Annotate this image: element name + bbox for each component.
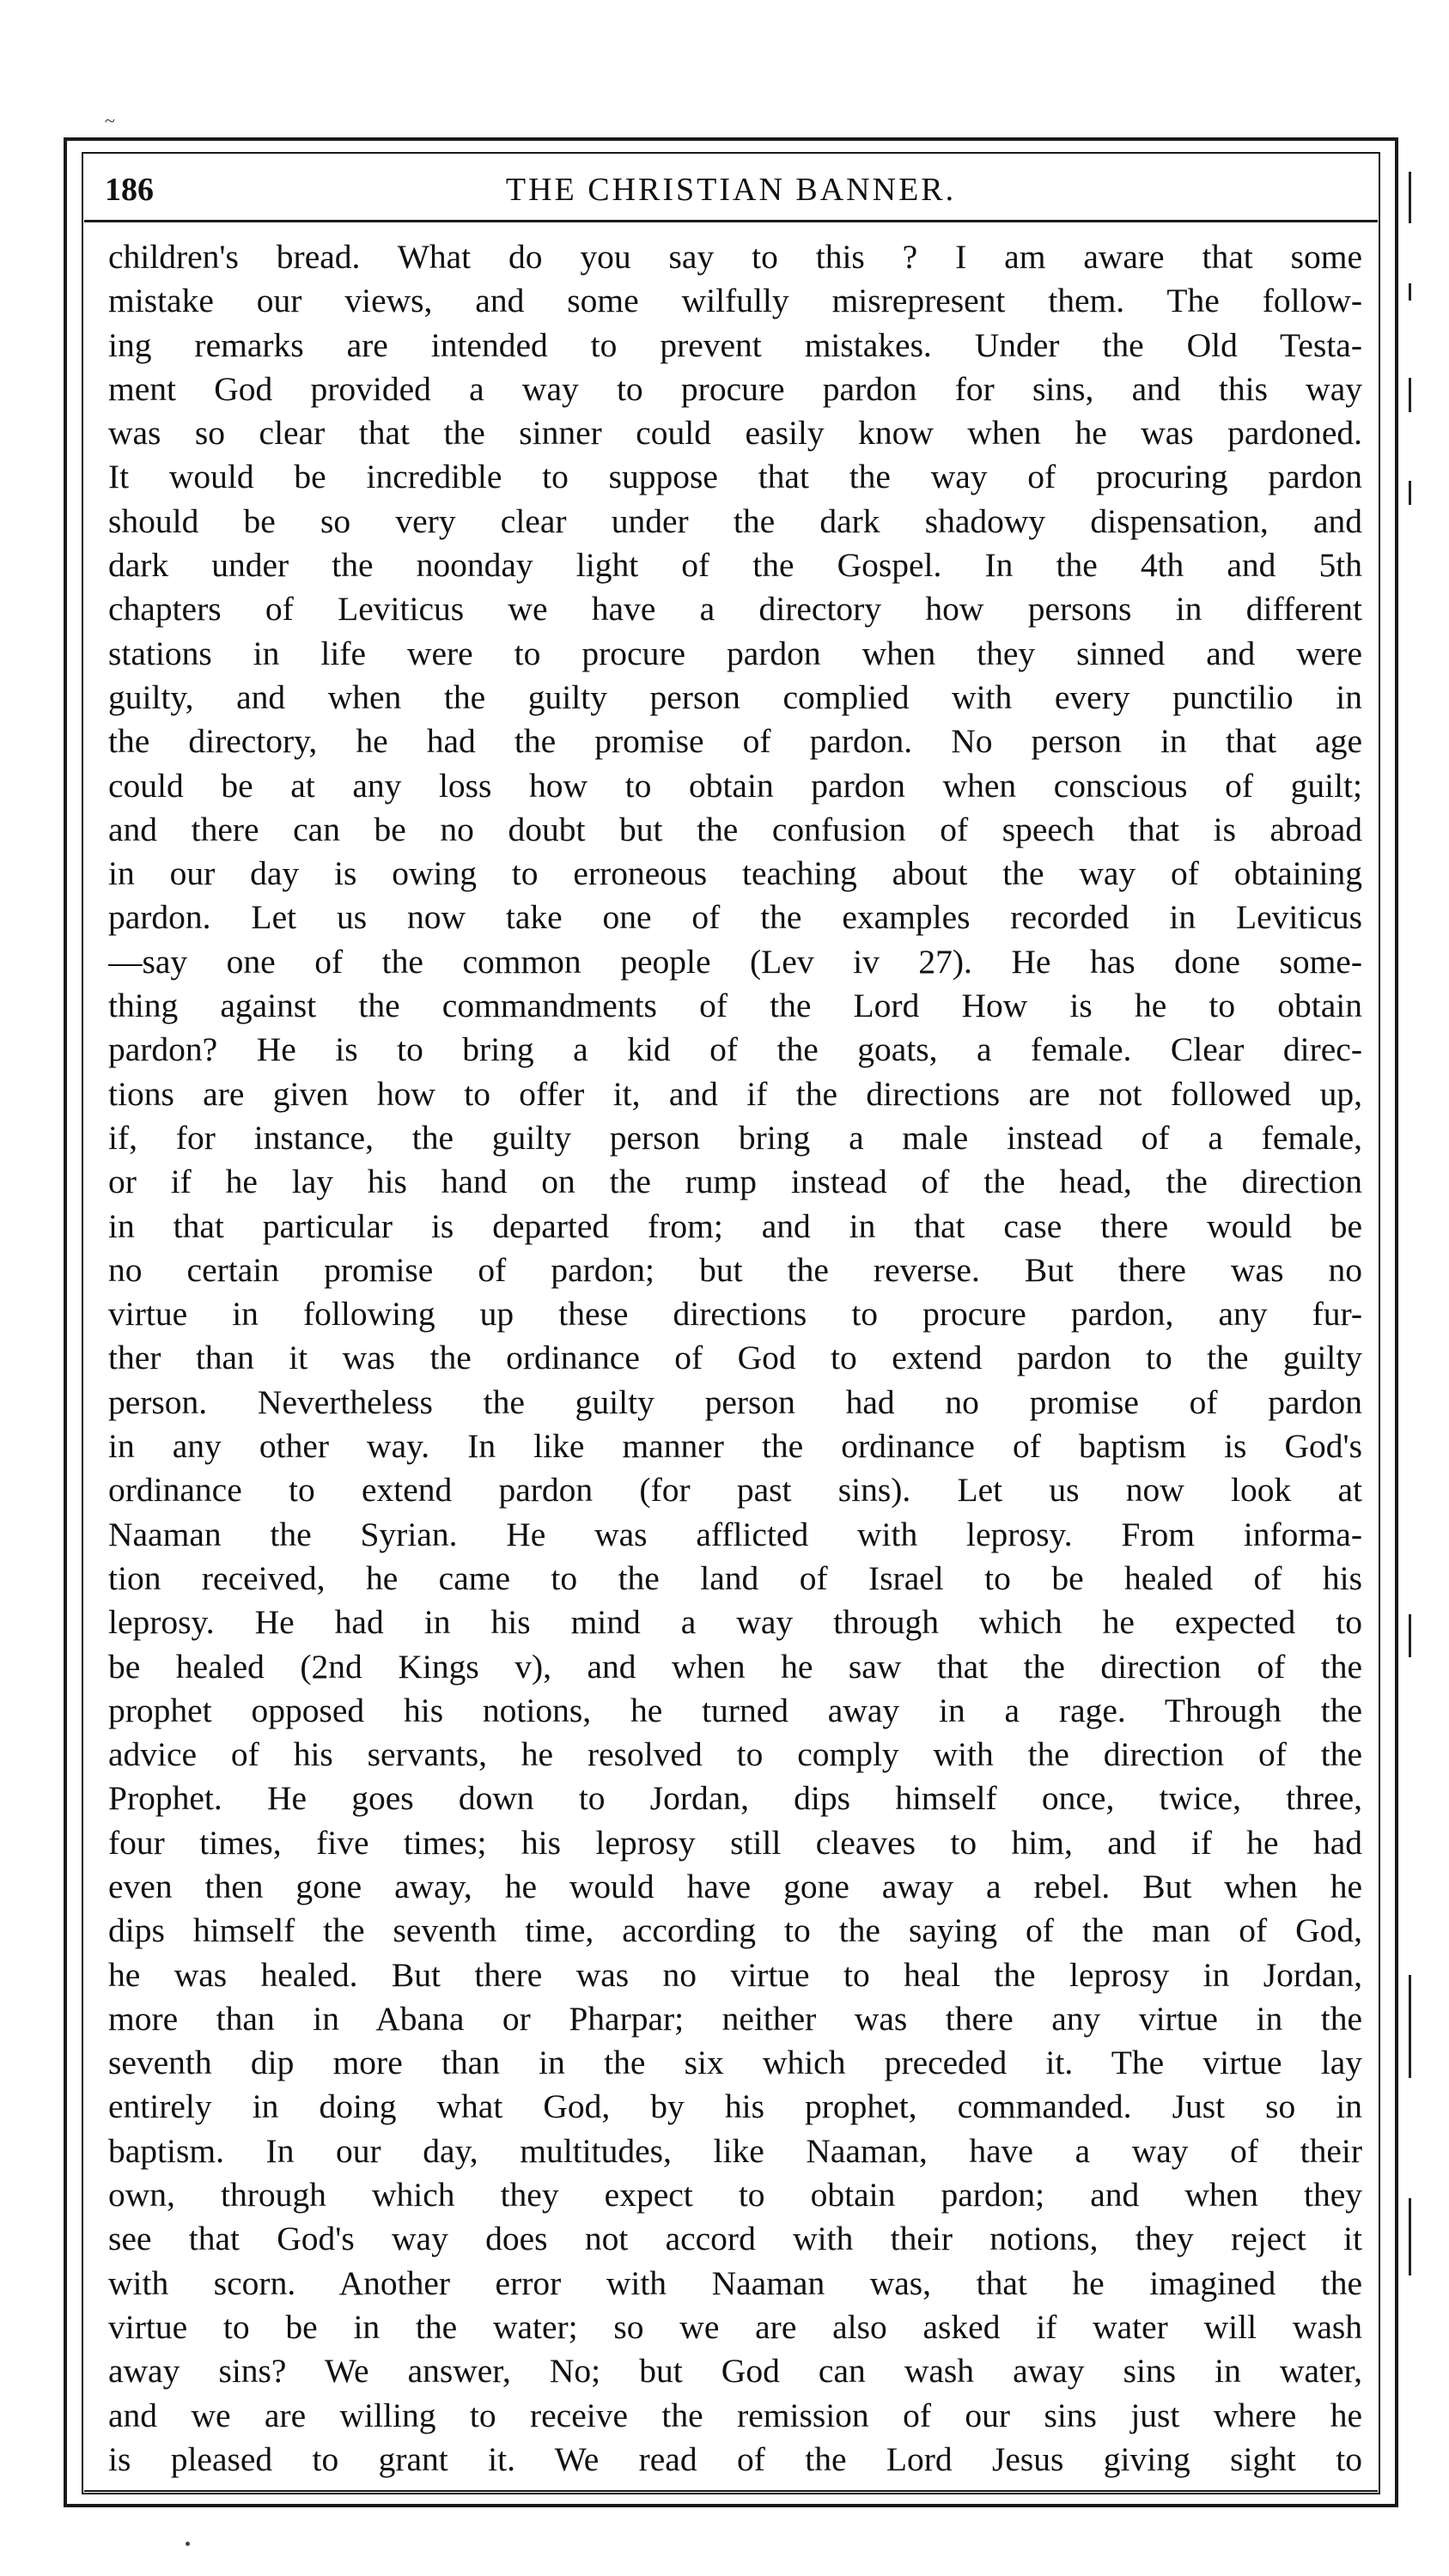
text-line: dips himself the seventh time, according to the saying of the man of God, [108,1911,1362,1950]
ink-speck [186,2542,190,2546]
text-line: stations in life were to procure pardon when they sinned and were [108,634,1362,672]
article-body [108,235,1362,2482]
text-line: dark under the noonday light of the Gospel. In the 4th and 5th [108,546,1362,585]
text-line: and there can be no doubt but the confusion of speech that is abroad [108,810,1362,848]
text-line: ment God provided a way to procure pardon for sins, and this way [108,369,1362,408]
text-line: more than in Abana or Pharpar; neither was there any virtue in the [108,1999,1362,2038]
border-mark [1409,1614,1411,1657]
text-line: tions are given how to offer it, and if the directions are not followed up, [108,1074,1362,1113]
text-line: four times, five times; his leprosy still cleaves to him, and if he had [108,1823,1362,1862]
border-mark [1409,283,1411,301]
text-line: virtue to be in the water; so we are also asked if water will wash [108,2307,1362,2346]
text-line: entirely in doing what God, by his prophet, commanded. Just so in [108,2087,1362,2126]
text-line: guilty, and when the guilty person complied with every punctilio in [108,677,1362,716]
text-line: —say one of the common people (Lev iv 27). He has done some- [108,942,1362,981]
text-line: no certain promise of pardon; but the reverse. But there was no [108,1250,1362,1289]
text-line: in our day is owing to erroneous teaching about the way of obtaining [108,854,1362,893]
page-number: 186 [105,172,154,208]
text-line: was so clear that the sinner could easily know when he was pardoned. [108,414,1362,453]
text-line: Prophet. He goes down to Jordan, dips himself once, twice, three, [108,1779,1362,1818]
text-line: pardon. Let us now take one of the examples recorded in Leviticus [108,898,1362,937]
text-line: with scorn. Another error with Naaman was, that he imagined the [108,2263,1362,2302]
text-line: tion received, he came to the land of Israel to be healed of his [108,1558,1362,1597]
text-line: chapters of Leviticus we have a directory how persons in different [108,590,1362,629]
text-line: or if he lay his hand on the rump instead of the head, the direction [108,1163,1362,1201]
printer-mark: ~ [105,110,115,131]
text-line: seventh dip more than in the six which preceded it. The virtue lay [108,2044,1362,2082]
text-line: if, for instance, the guilty person bring a male instead of a female, [108,1118,1362,1157]
footer-rule [84,2490,1378,2492]
text-line: It would be incredible to suppose that the way of procuring pardon [108,458,1362,496]
running-title: THE CHRISTIAN BANNER. [505,172,957,208]
text-line: even then gone away, he would have gone away a rebel. But when he [108,1867,1362,1905]
text-line: Naaman the Syrian. He was afflicted with leprosy. From informa- [108,1515,1362,1553]
text-line: in any other way. In like manner the ordinance of baptism is God's [108,1427,1362,1466]
text-line: leprosy. He had in his mind a way through which he expected to [108,1603,1362,1642]
text-line: thing against the commandments of the Lord How is he to obtain [108,987,1362,1025]
text-line: should be so very clear under the dark shadowy dispensation, and [108,501,1362,540]
text-line: own, through which they expect to obtain pardon; and when they [108,2176,1362,2215]
page-header [86,160,1376,220]
text-line: pardon? He is to bring a kid of the goats, a female. Clear direc- [108,1030,1362,1069]
text-line: person. Nevertheless the guilty person had no promise of pardon [108,1382,1362,1421]
text-line: advice of his servants, he resolved to comply with the direction of the [108,1735,1362,1774]
text-line: mistake our views, and some wilfully misrepresent them. The follow- [108,282,1362,320]
text-line: is pleased to grant it. We read of the Lord Jesus giving sight to [108,2439,1362,2478]
border-mark [1409,378,1411,412]
text-line: could be at any loss how to obtain pardon when conscious of guilt; [108,766,1362,805]
header-rule [84,220,1378,222]
border-mark [1409,481,1411,505]
text-line: prophet opposed his notions, he turned away in a rage. Through the [108,1691,1362,1729]
text-line: virtue in following up these directions to procure pardon, any fur- [108,1295,1362,1334]
text-line: away sins? We answer, No; but God can wash away sins in water, [108,2352,1362,2391]
text-line: and we are willing to receive the remission of our sins just where he [108,2396,1362,2434]
text-line: ther than it was the ordinance of God to extend pardon to the guilty [108,1339,1362,1377]
text-line: baptism. In our day, multitudes, like Naaman, have a way of their [108,2131,1362,2170]
text-line: ing remarks are intended to prevent mistakes. Under the Old Testa- [108,325,1362,364]
border-mark [1409,172,1411,223]
text-line: see that God's way does not accord with their notions, they reject it [108,2220,1362,2258]
text-line: the directory, he had the promise of pardon. No person in that age [108,722,1362,761]
border-mark [1409,2198,1411,2275]
text-line: be healed (2nd Kings v), and when he saw that the direction of the [108,1647,1362,1686]
text-line: ordinance to extend pardon (for past sins). Let us now look at [108,1471,1362,1510]
border-mark [1409,1975,1411,2078]
text-line: he was healed. But there was no virtue to heal the leprosy in Jordan, [108,1955,1362,1994]
text-line: children's bread. What do you say to this ? I am aware that some [108,238,1362,276]
text-line: in that particular is departed from; and in that case there would be [108,1206,1362,1245]
